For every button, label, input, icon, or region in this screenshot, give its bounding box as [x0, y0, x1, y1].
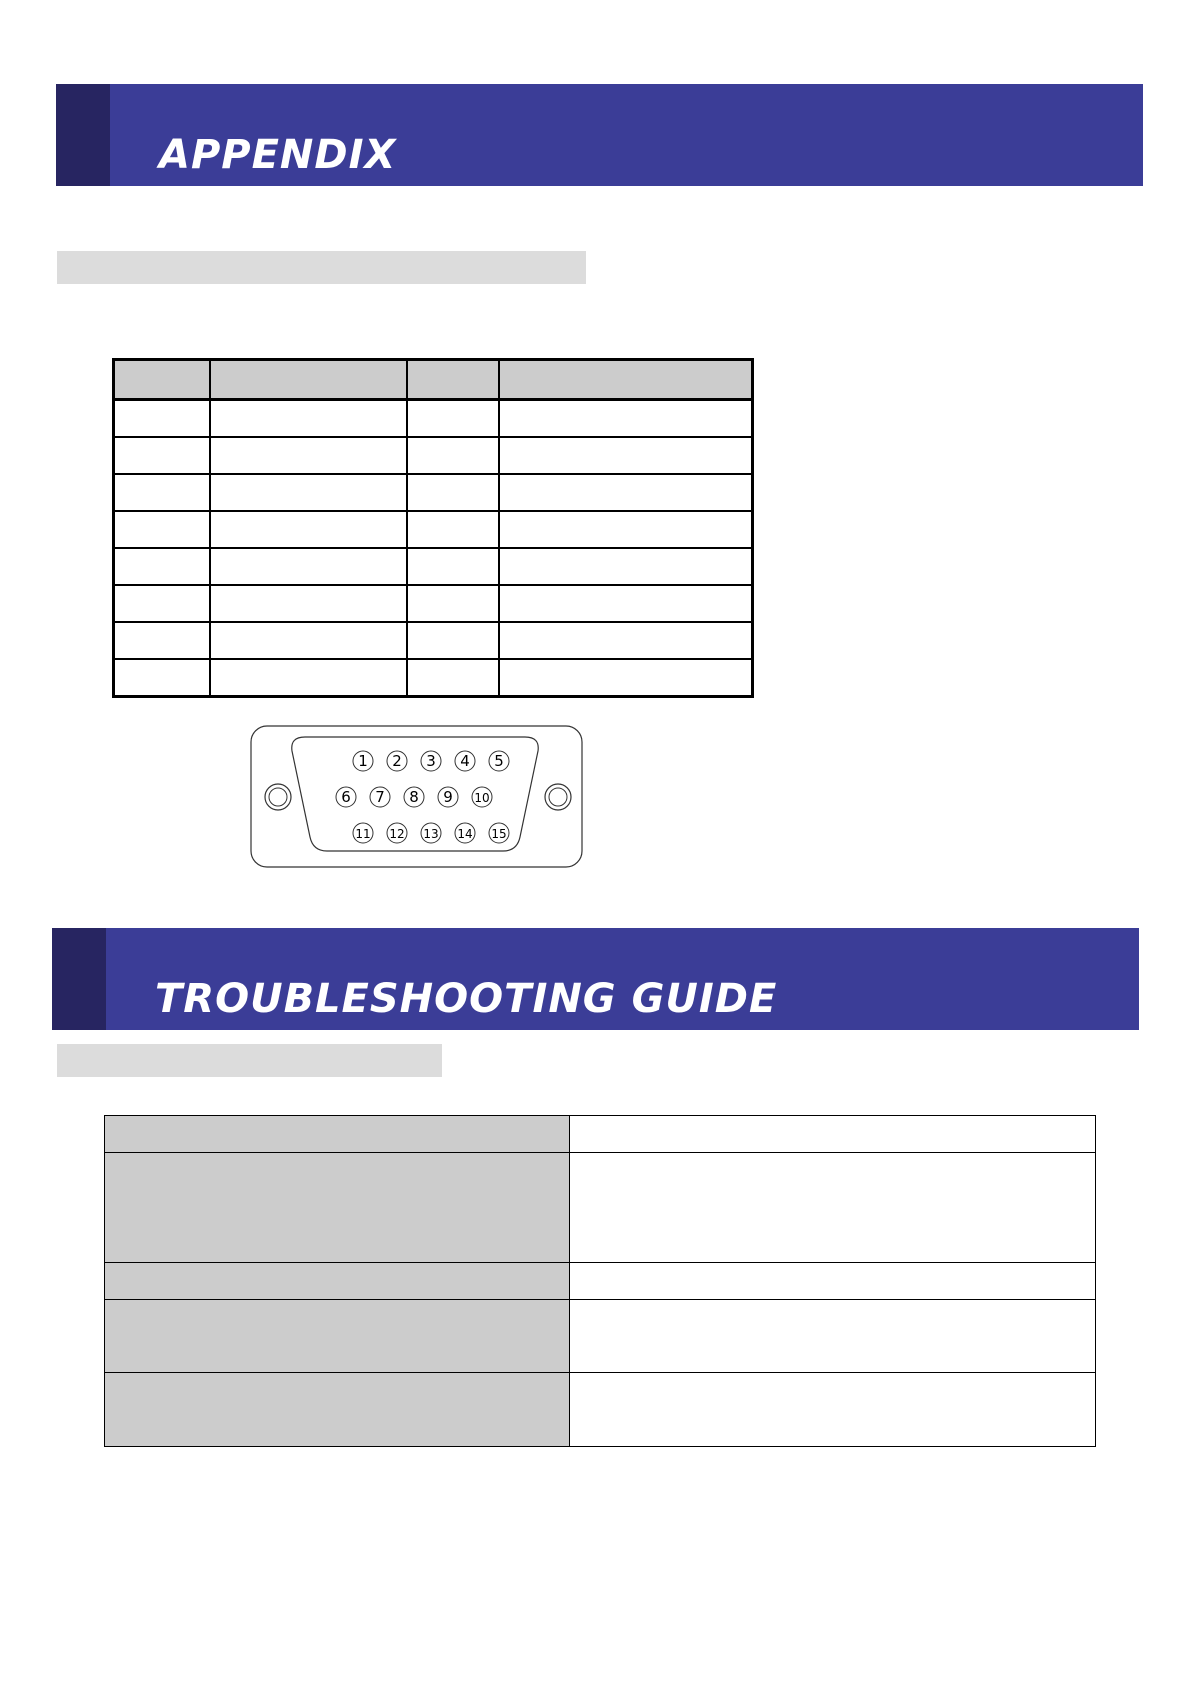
table-header-row: [114, 360, 753, 400]
pin-10-label: 10: [474, 791, 490, 805]
cell: [407, 437, 499, 474]
table-row: [114, 474, 753, 511]
header-cell: [407, 360, 499, 400]
section-heading-bar: [57, 1044, 442, 1077]
cell: [114, 622, 211, 659]
cell: [210, 511, 407, 548]
cell: [210, 437, 407, 474]
header-cell: [210, 360, 407, 400]
cell: [499, 659, 753, 697]
cell: [499, 400, 753, 438]
pin-5-label: 5: [494, 752, 504, 770]
cell: [499, 622, 753, 659]
cell: [407, 548, 499, 585]
cell: [407, 474, 499, 511]
cell: [114, 548, 211, 585]
pin-13-label: 13: [423, 827, 439, 841]
pin-assignment-table: [112, 358, 754, 698]
cell: [499, 548, 753, 585]
mount-hole-left-inner: [269, 788, 287, 806]
cell: [499, 585, 753, 622]
appendix-banner: [56, 84, 1143, 186]
pin-1-label: 1: [358, 752, 368, 770]
problem-cell: [105, 1153, 570, 1263]
table-row: [105, 1373, 1096, 1447]
cell: [210, 659, 407, 697]
pin-4-label: 4: [460, 752, 470, 770]
pin-3-label: 3: [426, 752, 436, 770]
cell: [407, 511, 499, 548]
cell: [210, 622, 407, 659]
pin-8-label: 8: [409, 788, 419, 806]
cell: [114, 400, 211, 438]
pin-6-label: 6: [341, 788, 351, 806]
cell: [499, 511, 753, 548]
solution-cell: [570, 1263, 1096, 1300]
table-row: [105, 1300, 1096, 1373]
table-row: [114, 659, 753, 697]
table-row: [114, 511, 753, 548]
table-row: [114, 400, 753, 438]
troubleshooting-table: [104, 1115, 1096, 1447]
appendix-title: APPENDIX: [159, 132, 397, 178]
solution-cell: [570, 1300, 1096, 1373]
cell: [114, 437, 211, 474]
cell: [114, 585, 211, 622]
cell: [407, 622, 499, 659]
cell: [114, 659, 211, 697]
pin-14-label: 14: [457, 827, 473, 841]
mount-hole-right-inner: [549, 788, 567, 806]
table-row: [105, 1153, 1096, 1263]
header-cell: [114, 360, 211, 400]
troubleshooting-title: TROUBLESHOOTING GUIDE: [155, 976, 778, 1022]
cell: [407, 659, 499, 697]
vga-connector-diagram: [250, 725, 585, 870]
cell: [210, 400, 407, 438]
pin-11-label: 11: [355, 827, 371, 841]
table-row: [105, 1116, 1096, 1153]
cell: [499, 437, 753, 474]
problem-cell: [105, 1373, 570, 1447]
header-cell: [499, 360, 753, 400]
table-row: [114, 622, 753, 659]
table-row: [114, 437, 753, 474]
cell: [407, 585, 499, 622]
section-heading-bar: [57, 251, 586, 284]
pin-15-label: 15: [491, 827, 507, 841]
table-row: [105, 1263, 1096, 1300]
pin-12-label: 12: [389, 827, 405, 841]
table-row: [114, 548, 753, 585]
problem-cell: [105, 1300, 570, 1373]
banner-stripe: [52, 928, 106, 1030]
troubleshooting-banner: [52, 928, 1139, 1030]
problem-cell: [105, 1263, 570, 1300]
banner-stripe: [56, 84, 110, 186]
cell: [210, 585, 407, 622]
pin-9-label: 9: [443, 788, 453, 806]
cell: [114, 474, 211, 511]
table-row: [114, 585, 753, 622]
problem-cell: [105, 1116, 570, 1153]
solution-cell: [570, 1153, 1096, 1263]
cell: [407, 400, 499, 438]
solution-cell: [570, 1116, 1096, 1153]
pin-2-label: 2: [392, 752, 402, 770]
pin-7-label: 7: [375, 788, 385, 806]
cell: [499, 474, 753, 511]
solution-cell: [570, 1373, 1096, 1447]
cell: [210, 548, 407, 585]
cell: [114, 511, 211, 548]
cell: [210, 474, 407, 511]
